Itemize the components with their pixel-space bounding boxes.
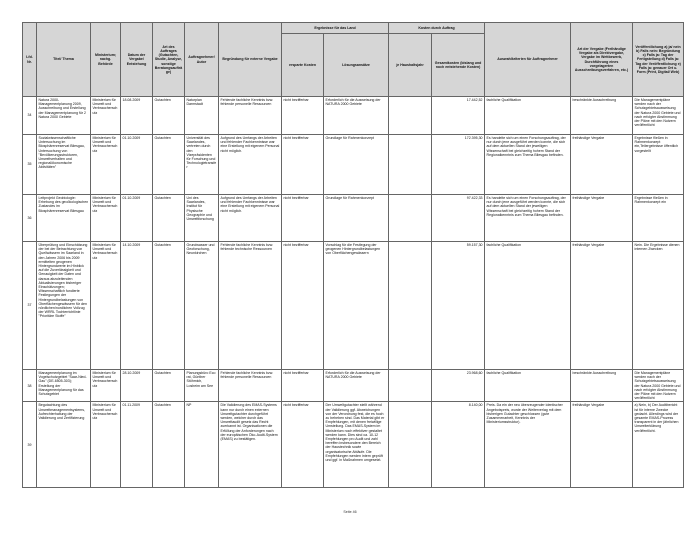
cell-haushaltsjahr <box>389 402 432 488</box>
cell-gesamtkosten: 23.968,60 <box>432 370 485 402</box>
cell-veroeffentlichung: Die Managementpläne werden nach der Schutzgebietsausweisung der Natura 2000 Gebiete und nach erfolgter Abstimmung der Pläne mit den Nutzern veröffentlicht <box>633 97 684 135</box>
cell-kriterien: Es handelte sich um einen Forschungsauftrag, der nur durch jene ausgeführt werden konnte, die sich auf dem aktuellen Stand der jeweiligen Wissenschaft bei gleichzeitig hohem Stand der Regionalkenntnis zum Thema Bliesgau befinden. <box>485 135 571 195</box>
header-haushaltsjahr: je Haushaltsjahr <box>389 34 432 97</box>
cell-veroeffentlichung: Ergebnisse fließen in Rahmenkonzept ein <box>633 195 684 242</box>
cell-vergabe: beschränkte Ausschreibung <box>571 370 633 402</box>
header-gesamtkosten: Gesamtkosten (bislang und noch entstehende Kosten) <box>432 34 485 97</box>
cell-datum: 28.10.2009 <box>121 370 153 402</box>
cell-vergabe: freihändige Vergabe <box>571 402 633 488</box>
cell-nr: 38 <box>23 370 37 402</box>
cell-ministerium: Ministerium für Umwelt und Verbraucherschutz <box>91 97 121 135</box>
cell-nr: 36 <box>23 195 37 242</box>
cell-kriterien: fachliche Qualifikation <box>485 242 571 370</box>
cell-ministerium: Ministerium für Umwelt und Verbraucherschutz <box>91 135 121 195</box>
cell-datum: 01.10.2009 <box>121 135 153 195</box>
cell-nr: 35 <box>23 135 37 195</box>
cell-art: Gutachten <box>153 402 185 488</box>
header-loesungsansaetze: Lösungsansätze <box>324 34 389 97</box>
cell-ministerium: Ministerium für Umwelt und Verbraucherschutz <box>91 370 121 402</box>
cell-nr: 34 <box>23 97 37 135</box>
cell-begruendung: Die Validierung des EMAS-Systems kann nur durch einen externen Umweltgutachter durchgeführt werden, welcher durch das Umweltaudit gesetz das Recht zuerkannt ist. Organisationen die Erfüllung der Anforderungen nach der europäischen Öko-Audit-System (EMAS) zu bestätigen. <box>219 402 282 488</box>
cell-datum: 01.11.2009 <box>121 402 153 488</box>
cell-titel: Überprüfung und Einschätzung der bei der Betrachtung von Quellwässern im Saarland in den Jahren 2006 bis 2009 ermittelten geogenen Hintergrundwerte im Hinblick auf die Zuverlässigkeit und Genauigkeit der Daten und daraus abzuleitenden Aktualisierungen bisheriger Einschätzungen; Wissenschaftlich fundierte Festlegungen der Hintergrundbelastungen von Oberflächengewässern für den nördlichen/nordlichen Vollzug der WRRL Tochterrichtlinie "Prioritäre Stoffe" <box>37 242 91 370</box>
table-body <box>23 97 684 488</box>
cell-titel: Begutachtung des Umweltmanagementsystems, Aufrechterhaltung der Validierung und Zertifizierung <box>37 402 91 488</box>
cell-titel: Sozialwissenschaftliche Untersuchung im Biosphärenreservat Bliesgau, Untersuchung von "Bevölkerungsstrukturen, Umweltverhalten und regionalökonomische Aktivitäten" <box>37 135 91 195</box>
cell-autor: Grundwasser und Geoforschung, Neunkirchen <box>185 242 219 370</box>
cell-veroeffentlichung: Ergebnisse fließen in Rahmenkonzept ein,Teilergebnisse öffentlich vorgestellt <box>633 135 684 195</box>
header-titel: Titel/ Thema <box>37 23 91 97</box>
cell-kriterien: fachliche Qualifikation <box>485 370 571 402</box>
group-header-row <box>23 23 684 34</box>
cell-vergabe: freihändige Vergabe <box>571 242 633 370</box>
header-ersparte-kosten: ersparte Kosten <box>282 34 324 97</box>
cell-loesungsansaetze: Erforderlich für die Ausweisung der NATURA 2000 Gebiete <box>324 370 389 402</box>
cell-haushaltsjahr <box>389 370 432 402</box>
header-datum: Datum der Vergabe/ Entstehung <box>121 23 153 97</box>
cell-ministerium: Ministerium für Umwelt und Verbraucherschutz <box>91 242 121 370</box>
cell-begruendung: Fehlende fachliche Kenntnis bzw. fehlende technische Ressourcen <box>219 242 282 370</box>
cell-begruendung: Aufgrund des Umfangs der Arbeiten und fehlender Fachkenntnisse war eine Erstellung mit eigenem Personal nicht möglich. <box>219 135 282 195</box>
table-row <box>23 242 684 370</box>
cell-ersparte-kosten: nicht bezifferbar <box>282 370 324 402</box>
cell-datum: 14.10.2009 <box>121 242 153 370</box>
table-row <box>23 402 684 488</box>
cell-ersparte-kosten: nicht bezifferbar <box>282 97 324 135</box>
cell-titel: Managementplanung im Vogelschutzgebiet "Saar-Nied-Gau" (DE-6505-303); Erstellung der Managementplanung für das Schutzgebiet <box>37 370 91 402</box>
cell-ersparte-kosten: nicht bezifferbar <box>282 242 324 370</box>
table-row <box>23 370 684 402</box>
cell-art: Gutachten <box>153 195 185 242</box>
cell-veroeffentlichung: a) Nein, b) Der Auditbericht ist für interne Zwecke gedacht. Allerdings wird der gesamte EMAS-Prozess transparent in der jährlichen Umwelterklärung veröffentlicht. <box>633 402 684 488</box>
cell-gesamtkosten: 59.157,30 <box>432 242 485 370</box>
cell-begruendung: Aufgrund des Umfangs der Arbeiten und fehlender Fachkenntnisse war eine Erstellung mit eigenem Personal nicht möglich. <box>219 195 282 242</box>
cell-gesamtkosten: 8.140,00 <box>432 402 485 488</box>
cell-kriterien: Es handelte sich um einen Forschungsauftrag, der nur durch jene ausgeführt werden konnte, die sich auf dem aktuellen Stand der jeweiligen Wissenschaft bei gleichzeitig hohem Stand der Regionalkenntnis zum Thema Bliesgau befinden. <box>485 195 571 242</box>
cell-art: Gutachten <box>153 370 185 402</box>
cell-haushaltsjahr <box>389 135 432 195</box>
cell-datum: 18.08.2009 <box>121 97 153 135</box>
cell-kriterien: Preis. Da ein der neu überzeugender identischer Angebotspreis, wurde der Weiterverlag mit dem bisherigen Gutachter geschlossen (gute Zusammenarbeit, Kenntnis der Ministeriumsstruktur). <box>485 402 571 488</box>
table-page <box>22 22 683 488</box>
cell-begruendung: Fehlende fachliche Kenntnis bzw. fehlende personelle Ressourcen <box>219 370 282 402</box>
cell-gesamtkosten: 17.442,52 <box>432 97 485 135</box>
cell-vergabe: freihändige Vergabe <box>571 135 633 195</box>
group-header-kosten: Kosten durch Auftrag <box>389 23 485 34</box>
cell-loesungsansaetze: Grundlage für Rahmenkonzept <box>324 135 389 195</box>
header-begruendung: Begründung für externe Vergabe <box>219 23 282 97</box>
page-number: Seite 46 <box>343 510 357 514</box>
consulting-contracts-table <box>22 22 684 488</box>
cell-loesungsansaetze: Grundlage für Rahmenkonzept <box>324 195 389 242</box>
group-header-ergebnisse: Ergebnisse für das Land <box>282 23 389 34</box>
cell-loesungsansaetze: Vorschlag für die Festlegung der geogenen Hintergrundbelastungen von Oberflächengewässern <box>324 242 389 370</box>
cell-autor: Uni des Saarlandes, Institut für Physische Geographie und Umweltforschung <box>185 195 219 242</box>
cell-veroeffentlichung: Nein. Die Ergebnisse dienen internen Zwecken <box>633 242 684 370</box>
cell-haushaltsjahr <box>389 195 432 242</box>
cell-haushaltsjahr <box>389 97 432 135</box>
cell-datum: 01.10.2009 <box>121 195 153 242</box>
cell-ersparte-kosten: nicht bezifferbar <box>282 195 324 242</box>
table-row <box>23 135 684 195</box>
cell-ersparte-kosten: nicht bezifferbar <box>282 402 324 488</box>
cell-veroeffentlichung: Die Managementpläne werden nach der Schutzgebietsausweisung der Natura 2000 Gebiete und nach erfolgter Abstimmung der Pläne mit den Nutzern veröffentlicht <box>633 370 684 402</box>
header-vergabe: Art der Vergabe (Freihändige Vergabe als Direktvergabe, Vergabe im Wettbewerb, Durchführung eines vorgelagerten Ausschreibungsverfahren, etc.) <box>571 23 633 97</box>
cell-ministerium: Ministerium für Umwelt und Verbraucherschutz <box>91 195 121 242</box>
cell-art: Gutachten <box>153 135 185 195</box>
cell-gesamtkosten: 172.395,30 <box>432 135 485 195</box>
cell-loesungsansaetze: Der Umweltgutachter stellt während der Validierung ggf. Abweichungen von der Verordnung fest, die es hoch zu beheben sind. Das Material gibt er Empfehlungen, mit denen freiwillige Umstellung. Das EMAS-System im Ministerium noch effektiver gestaltet werden kann. Dies sind ca. 10-12 Empfehlungen pro Audit und zahl bereffen insbesondere den Bereich der Haustechnik sowie organisatorische Abläufe. Die Empfehlungen werden intern geprüft und ggf. in Maßnahmen umgesetzt. <box>324 402 389 488</box>
cell-loesungsansaetze: Erforderlich für die Ausweisung der NATURA 2000 Gebiete <box>324 97 389 135</box>
cell-ministerium: Ministerium für Umwelt und Verbraucherschutz <box>91 402 121 488</box>
header-art: Art des Auftrages (Gutachten, Studie, Analyse, sonstige Beratungsaufträge) <box>153 23 185 97</box>
cell-gesamtkosten: 97.422,33 <box>432 195 485 242</box>
cell-haushaltsjahr <box>389 242 432 370</box>
cell-vergabe: freihändige Vergabe <box>571 195 633 242</box>
cell-titel: Leitprojekt Geobiologie: Erhebung des geoökologischen Zustandes im Biosphärenreservat Bliesgau <box>37 195 91 242</box>
header-veroeffentlichung: Veröffentlichung a) ja/ nein b) Falls nein: Begründung c) Falls ja: Tag der Fertigstellung d) Falls ja: Tag der Veröffentlichung e) Falls ja: genauer Ort u. Form (Print, Digital/ Web) <box>633 23 684 97</box>
cell-autor: Planungsbüro Eco rat, Günther Stöhmich, Losheim am See <box>185 370 219 402</box>
header-kriterien: Auswahlkriterien für Auftragnehmer <box>485 23 571 97</box>
header-autor: Auftragnehmer/ Autor <box>185 23 219 97</box>
cell-kriterien: fachliche Qualifikation <box>485 97 571 135</box>
cell-art: Gutachten <box>153 97 185 135</box>
cell-begruendung: Fehlende fachliche Kenntnis bzw. fehlende personelle Ressourcen <box>219 97 282 135</box>
cell-autor: NP <box>185 402 219 488</box>
cell-autor: Universität des Saarlandes, vertreten durch den Vizepräsidenten für Forschung und Technologietransfer <box>185 135 219 195</box>
cell-ersparte-kosten: nicht bezifferbar <box>282 135 324 195</box>
table-row <box>23 195 684 242</box>
cell-nr: 37 <box>23 242 37 370</box>
cell-vergabe: beschränkte Ausschreibung <box>571 97 633 135</box>
header-ministerium: Ministerium; nachg. Behörde <box>91 23 121 97</box>
table-row <box>23 97 684 135</box>
cell-nr: 39 <box>23 402 37 488</box>
header-nr: Lfd. Nr. <box>23 23 37 97</box>
cell-titel: Natura 2000-Managementplanung 2009, Ausschreibung und Erstellung der Managementplanung für 2 Natura 2000 Gebiete <box>37 97 91 135</box>
cell-art: Gutachten <box>153 242 185 370</box>
cell-autor: Naturplan Darmstadt <box>185 97 219 135</box>
